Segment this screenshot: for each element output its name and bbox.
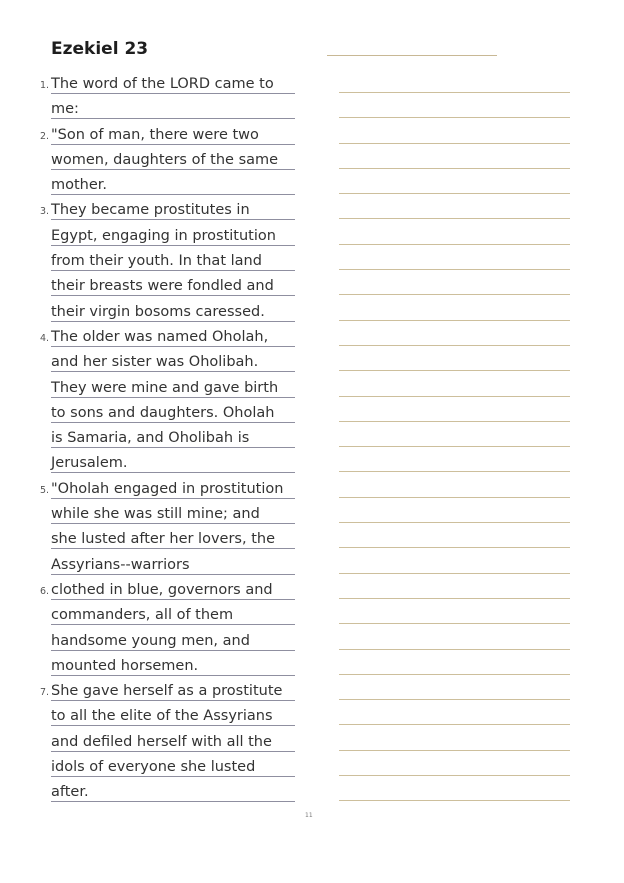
verse-line	[0, 755, 310, 780]
writing-line	[339, 700, 570, 725]
writing-line	[339, 548, 570, 573]
page-title: Ezekiel 23	[51, 39, 149, 59]
verse-line	[0, 654, 310, 679]
writing-line	[339, 650, 570, 675]
verse-number: 4.	[40, 332, 50, 344]
verse-line	[0, 350, 310, 375]
verse-line-text: after.	[51, 784, 295, 802]
writing-line	[339, 624, 570, 649]
writing-line	[339, 194, 570, 219]
writing-line	[339, 371, 570, 396]
verse-line	[0, 249, 310, 274]
verse-line	[0, 426, 310, 451]
verse-line	[0, 401, 310, 426]
verse-line-text: and her sister was Oholibah.	[51, 354, 295, 372]
verse-line-text: mother.	[51, 177, 295, 195]
verse-line-text: idols of everyone she lusted	[51, 759, 295, 777]
verse-line	[0, 603, 310, 628]
writing-line	[339, 245, 570, 270]
title-writing-line	[327, 55, 497, 56]
verse-line	[0, 679, 310, 704]
writing-line	[339, 523, 570, 548]
writing-line	[339, 751, 570, 776]
writing-line	[339, 599, 570, 624]
verse-line	[0, 325, 310, 350]
verse-line	[0, 274, 310, 299]
verse-line	[0, 704, 310, 729]
verse-line-text: handsome young men, and	[51, 633, 295, 651]
verse-line	[0, 198, 310, 223]
verse-line	[0, 123, 310, 148]
verse-number: 2.	[40, 130, 50, 142]
verse-line-text: Assyrians--warriors	[51, 557, 295, 575]
writing-line	[339, 346, 570, 371]
verse-line-text: She gave herself as a prostitute	[51, 683, 295, 701]
verse-line-text: The word of the LORD came to	[51, 76, 295, 94]
verse-text-column	[0, 72, 310, 806]
verse-line	[0, 72, 310, 97]
verse-line-text: me:	[51, 101, 295, 119]
verse-line-text: to sons and daughters. Oholah	[51, 405, 295, 423]
verse-line-text: from their youth. In that land	[51, 253, 295, 271]
writing-line	[339, 219, 570, 244]
verse-line-text: while she was still mine; and	[51, 506, 295, 524]
verse-line-text: women, daughters of the same	[51, 152, 295, 170]
verse-number: 3.	[40, 206, 50, 218]
verse-number: 1.	[40, 80, 50, 91]
writing-line	[339, 776, 570, 801]
writing-line	[339, 447, 570, 472]
verse-line	[0, 376, 310, 401]
verse-line	[0, 173, 310, 198]
writing-line	[339, 675, 570, 700]
verse-line-text: to all the elite of the Assyrians	[51, 708, 295, 726]
verse-line	[0, 730, 310, 755]
verse-line	[0, 97, 310, 122]
writing-line	[339, 725, 570, 750]
writing-line	[339, 397, 570, 422]
verse-line-text: clothed in blue, governors and	[51, 582, 295, 600]
verse-line	[0, 477, 310, 502]
verse-line-text: The older was named Oholah,	[51, 329, 295, 347]
writing-line	[339, 321, 570, 346]
verse-line-text: she lusted after her lovers, the	[51, 531, 295, 549]
verse-line-text: They became prostitutes in	[51, 202, 295, 220]
writing-line	[339, 93, 570, 118]
writing-line	[339, 270, 570, 295]
verse-line	[0, 629, 310, 654]
verse-line-text: is Samaria, and Oholibah is	[51, 430, 295, 448]
verse-line	[0, 502, 310, 527]
verse-line-text: commanders, all of them	[51, 607, 295, 625]
verse-line	[0, 527, 310, 552]
verse-line-text: and defiled herself with all the	[51, 734, 295, 752]
verse-line	[0, 300, 310, 325]
writing-line	[339, 422, 570, 447]
writing-line	[339, 295, 570, 320]
verse-line	[0, 224, 310, 249]
verse-number: 6.	[40, 585, 50, 597]
verse-line-text: Jerusalem.	[51, 455, 295, 473]
writing-line	[339, 498, 570, 523]
writing-line	[339, 72, 570, 93]
verse-line	[0, 451, 310, 476]
writing-line	[339, 118, 570, 143]
verse-line-text: their virgin bosoms caressed.	[51, 304, 295, 322]
verse-line-text: "Oholah engaged in prostitution	[51, 481, 295, 499]
writing-line	[339, 574, 570, 599]
verse-line-text: They were mine and gave birth	[51, 380, 295, 398]
verse-line	[0, 780, 310, 805]
verse-line-text: "Son of man, there were two	[51, 127, 295, 145]
verse-line	[0, 148, 310, 173]
verse-line-text: their breasts were fondled and	[51, 278, 295, 296]
copy-writing-column	[339, 72, 571, 801]
verse-number: 5.	[40, 484, 50, 496]
verse-line-text: Egypt, engaging in prostitution	[51, 228, 295, 246]
writing-line	[339, 472, 570, 497]
verse-line	[0, 553, 310, 578]
writing-line	[339, 169, 570, 194]
verse-line	[0, 578, 310, 603]
verse-number: 7.	[40, 687, 50, 699]
verse-line-text: mounted horsemen.	[51, 658, 295, 676]
page-number: 11	[305, 812, 313, 819]
writing-line	[339, 144, 570, 169]
